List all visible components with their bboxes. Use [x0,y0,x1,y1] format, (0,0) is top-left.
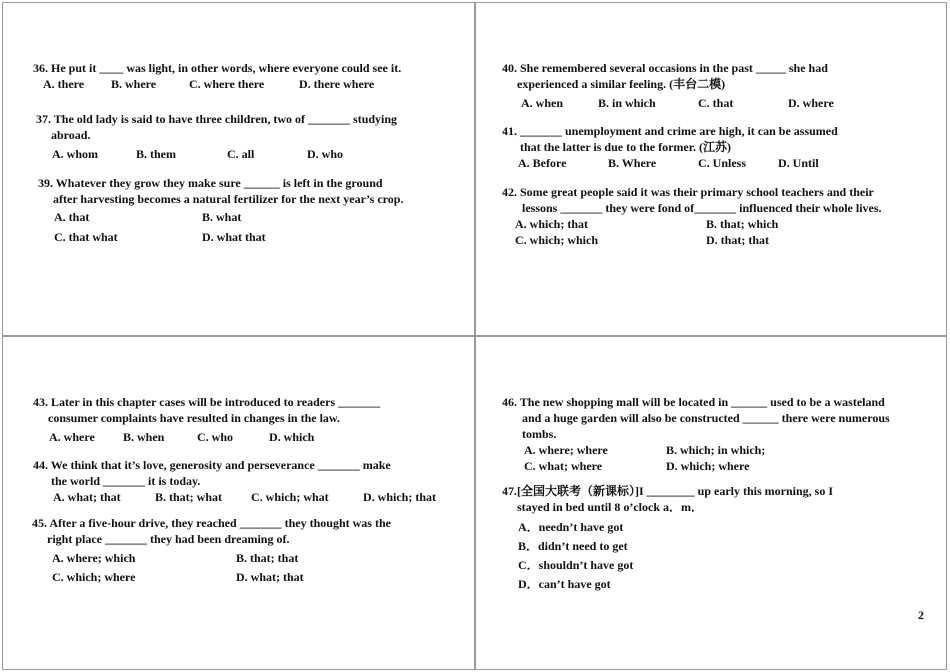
question-37-text: 37. The old lady is said to have three children, two of _______ studying [36,112,398,126]
option-c: C. who [197,430,234,444]
option-c: C. that [698,96,734,110]
option-d: D. what that [202,230,266,244]
option-b: B. that; that [236,551,299,565]
question-43-options [33,429,380,447]
question-45 [32,515,391,587]
slide-panel-bottom-left [2,336,475,670]
question-41-text-cont: that the latter is due to the former. (江苏) [520,140,731,154]
question-39 [38,175,403,247]
question-42-options-row2 [502,232,882,250]
slide-panel-top-left [2,2,475,336]
option-c: C. what; where [524,459,603,473]
question-39-options-row1 [38,209,403,227]
option-b: B. that; what [155,490,223,504]
question-40 [502,60,834,113]
question-44-text: 44. We think that it’s love, generosity and perseverance _______ make [33,458,391,472]
question-43-text: 43. Later in this chapter cases will be introduced to readers _______ [33,395,381,409]
question-42 [502,184,882,250]
question-46-options-row2 [502,458,890,476]
option-d: D. there where [299,77,375,91]
option-c: C. where there [189,77,265,91]
option-d: D. that; that [706,233,769,247]
question-39-options-row2 [38,229,403,247]
option-b: B. that; which [706,217,779,231]
question-45-text: 45. After a five-hour drive, they reached _______ they thought was the [32,516,391,530]
option-d: D. what; that [236,570,304,584]
question-43-text-cont: consumer complaints have resulted in changes in the law. [48,411,340,425]
option-d: D. which; where [666,459,750,473]
option-b: B. where [111,77,157,91]
option-b: B. when [123,430,165,444]
question-46 [502,394,890,476]
option-a: A. when [521,96,564,110]
question-46-text-cont: and a huge garden will also be constructed ______ there were numerous [522,411,890,425]
question-47-text-cont: stayed in bed until 8 o’clock a．m． [517,500,704,514]
question-47-text: 47.[全国大联考（新课标）]I ________ up early this morning, so I [502,484,834,498]
question-45-text-cont: right place _______ they had been dreaming of. [47,532,290,546]
option-b: B. which; in which; [666,443,766,457]
option-a: A. there [43,77,85,91]
question-42-text-cont: lessons _______ they were fond of_______ influenced their whole lives. [522,201,882,215]
option-c: C. which; what [251,490,329,504]
slide-panel-top-right [475,2,947,336]
question-45-options-row2 [32,569,391,587]
question-37 [36,111,397,164]
option-c: C. which; which [515,233,599,247]
question-36-text: 36. He put it ____ was light, in other words, where everyone could see it. [33,61,402,75]
option-b: B. in which [598,96,656,110]
question-43 [33,394,380,447]
question-45-options-row1 [32,550,391,568]
option-d: D. Until [778,156,819,170]
option-c: C. Unless [698,156,747,170]
option-b: B．didn’t need to get [518,539,628,553]
slide-panel-bottom-right [475,336,947,670]
question-47 [502,483,833,594]
option-a: A. whom [52,147,99,161]
question-36 [33,60,401,94]
question-44-text-cont: the world _______ it is today. [51,474,201,488]
question-36-options [33,76,401,94]
question-37-options [36,146,397,164]
option-c: C．shouldn’t have got [518,558,634,572]
question-40-text-cont: experienced a similar feeling. (丰台二模) [517,77,726,91]
question-46-text-cont2: tombs. [522,427,557,441]
option-a: A. which; that [515,217,589,231]
option-a: A. where [49,430,95,444]
option-c: C. that what [54,230,118,244]
option-c: C. all [227,147,255,161]
option-a: A. where; which [52,551,136,565]
question-39-text-cont: after harvesting becomes a natural fertilizer for the next year’s crop. [53,192,404,206]
option-a: A. where; where [524,443,608,457]
page-number: 2 [918,608,924,622]
question-40-text: 40. She remembered several occasions in the past _____ she had [502,61,828,75]
question-44 [33,457,437,507]
question-46-text: 46. The new shopping mall will be located in ______ used to be a wasteland [502,395,885,409]
option-d: D. who [307,147,344,161]
question-42-text: 42. Some great people said it was their primary school teachers and their [502,185,874,199]
option-d: D．can’t have got [518,577,611,591]
option-d: D. where [788,96,834,110]
option-a: A. what; that [53,490,121,504]
option-b: B. Where [608,156,657,170]
option-a: A. Before [518,156,567,170]
question-39-text: 39. Whatever they grow they make sure ______ is left in the ground [38,176,383,190]
option-a: A. that [54,210,90,224]
option-d: D. which; that [363,490,437,504]
option-b: B. what [202,210,242,224]
question-37-text-cont: abroad. [51,128,91,142]
option-b: B. them [136,147,176,161]
question-41-options [502,155,838,173]
option-a: A．needn’t have got [518,520,624,534]
question-41 [502,123,838,173]
question-41-text: 41. _______ unemployment and crime are high, it can be assumed [502,124,838,138]
option-c: C. which; where [52,570,136,584]
option-d: D. which [269,430,315,444]
question-44-options [33,489,437,507]
question-40-options [502,95,834,113]
